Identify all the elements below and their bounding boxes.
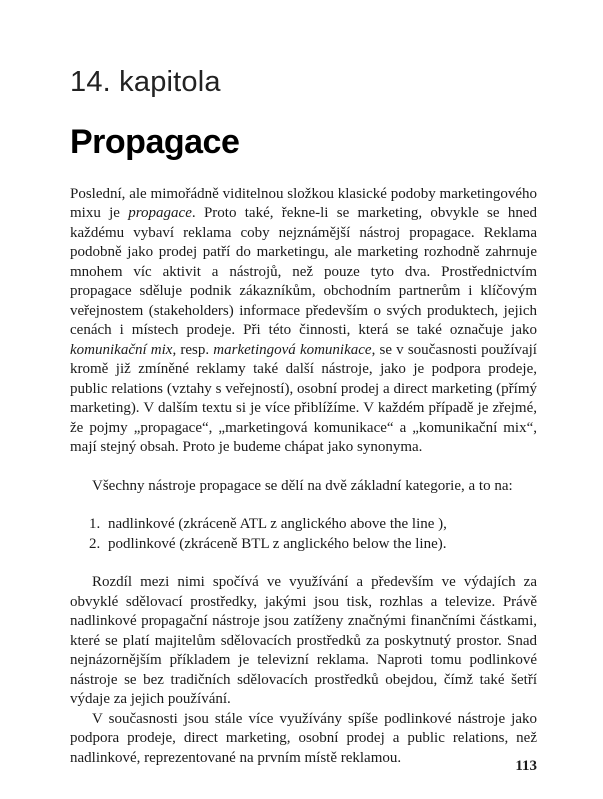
list-item-btl: 2. podlinkové (zkráceně BTL z anglického below the line).: [104, 535, 537, 555]
paragraph-intro: [70, 185, 537, 458]
term-propagace: propagace: [128, 205, 192, 222]
paragraph-intro-text: , se v současnosti používají kromě již zmíněné reklamy také další nástroje, jako je podpora prodeje, public relations (vztahy s veřejností), osobní prodej a direct marketing (přímý marketing). V dalším textu si je více přiblížíme. V každém případě je zřejmé, že pojmy „propagace“, „marketingová komunikace“ a „komunikační mix“, mají stejný obsah. Proto je budeme chápat jako synonyma.: [70, 341, 537, 456]
term-komunikacni-mix: komunikační mix: [70, 341, 173, 358]
chapter-label: 14. kapitola: [70, 66, 221, 98]
list-item-atl: 1. nadlinkové (zkráceně ATL z anglického above the line ),: [104, 515, 537, 535]
page-number: 113: [515, 758, 537, 774]
paragraph-intro-text: Poslední, ale mimořádně viditelnou složkou klasické podoby marketingového mixu je: [70, 185, 537, 222]
paragraph-intro-text: , resp.: [172, 341, 214, 358]
paragraph-difference: Rozdíl mezi nimi spočívá ve využívání a především ve výdajích za obvyklé sdělovací prostředky, jakými jsou tisk, rozhlas a televize. Právě nadlinkové propagační nástroje jsou zatíženy značnými finančními částkami, které se platí majitelům sdělovacích prostředků za poskytnutý prostor. Snad nejnázornějším příkladem je televizní reklama. Naproti tomu podlinkové nástroje se bez tradičních sdělovacích prostředků obejdou, čímž také šetří výdaje za jejich používání.: [70, 574, 537, 708]
paragraph-intro-text: . Proto také, řekne-li se marketing, obvykle se hned každému vybaví reklama coby nejznámější nástroj propagace. Reklama podobně jako prodej patří do marketingu, ale marketing rozhodně zahrnuje mnohem víc aktivit a nástrojů, než pouze tyto dva. Prostřednictvím propagace sděluje podnik zákazníkům, obchodním partnerům i klíčovým veřejnostem (stakeholders) informace především o svých produktech, jejich cenách i místech prodeje. Při této činnosti, která se také označuje jako: [70, 205, 537, 339]
paragraph-current-usage: V současnosti jsou stále více využívány spíše podlinkové nástroje jako podpora prodeje, direct marketing, osobní prodej a public relations, než nadlinkové, reprezentované na prvním místě reklamou.: [70, 710, 537, 766]
term-marketingova-komunikace: marketingová komunikace: [213, 341, 372, 358]
page-content: [70, 0, 537, 768]
page-title: Propagace: [70, 123, 240, 161]
body-text: [70, 185, 537, 769]
paragraph-categories: Všechny nástroje propagace se dělí na dvě základní kategorie, a to na:: [92, 477, 513, 494]
category-list: [70, 515, 537, 554]
